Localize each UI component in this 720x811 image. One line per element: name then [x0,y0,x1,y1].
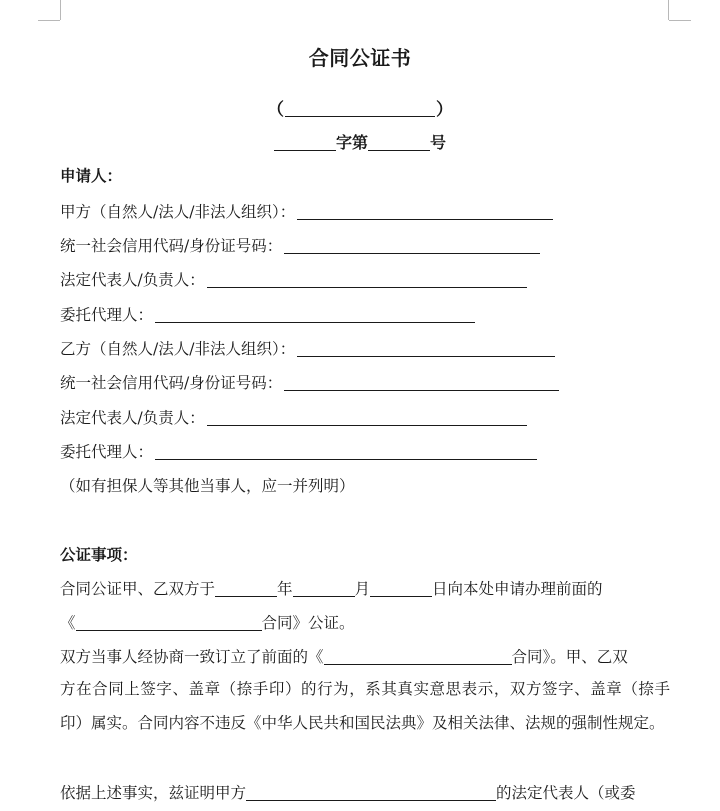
contract-name-line [60,611,355,633]
proof-suffix: 的法定代表人（或委 [496,784,636,802]
party-a-rep-blank[interactable] [207,273,527,288]
month-blank[interactable] [293,582,355,597]
party-b-agent-blank[interactable] [155,445,537,460]
party-b-rep-blank[interactable] [207,411,527,426]
certificate-number-line [0,130,720,153]
party-b-blank[interactable] [297,342,555,357]
close-bracket: ） [436,100,453,120]
number-blank[interactable] [368,134,430,151]
agreement-first-line [60,645,628,667]
party-a-rep-row [60,268,527,290]
application-date-line [60,577,603,599]
party-b-rep-label: 法定代表人/负责人： [60,409,205,427]
contract-close-text: 合同》公证。 [261,614,355,632]
certificate-category-line [0,95,720,120]
party-b-credit-row [60,371,559,393]
agreement-prefix: 双方当事人经协商一致订立了前面的《 [60,648,324,666]
party-a-agent-blank[interactable] [155,308,475,323]
category-blank[interactable] [285,100,435,117]
month-label: 月 [354,580,371,598]
party-b-row [60,337,555,359]
proof-party-blank[interactable] [246,786,496,801]
hao-label: 号 [430,133,447,152]
party-b-rep-row [60,406,527,428]
party-a-credit-blank[interactable] [284,239,540,254]
notarial-matter-heading: 公证事项： [60,545,138,564]
agreement-body-paragraph: 方在合同上签字、盖章（捺手印）的行为，系其真实意思表示，双方签字、盖章（捺手印）属实。合同内容不违反《中华人民共和国民法典》及相关法律、法规的强制性规定。 [60,680,670,732]
party-b-agent-row [60,440,537,462]
party-a-label: 甲方（自然人/法人/非法人组织）： [60,203,296,221]
document-title: 合同公证书 [308,46,412,70]
contract-name-blank[interactable] [76,616,262,631]
application-prefix: 合同公证甲、乙双方于 [60,580,216,598]
open-bracket: （ [267,100,284,120]
party-a-blank[interactable] [297,205,553,220]
year-blank[interactable] [215,582,277,597]
applicants-heading: 申请人： [60,166,123,185]
party-b-label: 乙方（自然人/法人/非法人组织）： [60,340,296,358]
agreement-contract-blank[interactable] [324,650,512,665]
party-a-credit-label: 统一社会信用代码/身份证号码： [60,237,283,255]
proof-line [60,781,636,803]
party-a-row [60,200,553,222]
contract-open-quote: 《 [60,614,76,632]
agreement-suffix: 合同》。甲、乙双 [511,648,628,666]
prefix-blank[interactable] [274,134,336,151]
party-a-agent-row [60,303,475,325]
party-a-agent-label: 委托代理人： [60,306,154,324]
proof-prefix: 依据上述事实，兹证明甲方 [60,784,247,802]
other-parties-note: （如有担保人等其他当事人，应一并列明） [60,477,355,495]
year-label: 年 [277,580,293,598]
day-blank[interactable] [370,582,432,597]
day-text: 日向本处申请办理前面的 [432,580,603,598]
party-b-credit-blank[interactable] [284,376,559,391]
zi-di-label: 字第 [335,133,368,152]
party-b-agent-label: 委托代理人： [60,443,154,461]
party-b-credit-label: 统一社会信用代码/身份证号码： [60,374,283,392]
party-a-rep-label: 法定代表人/负责人： [60,271,205,289]
party-a-credit-row [60,234,540,256]
